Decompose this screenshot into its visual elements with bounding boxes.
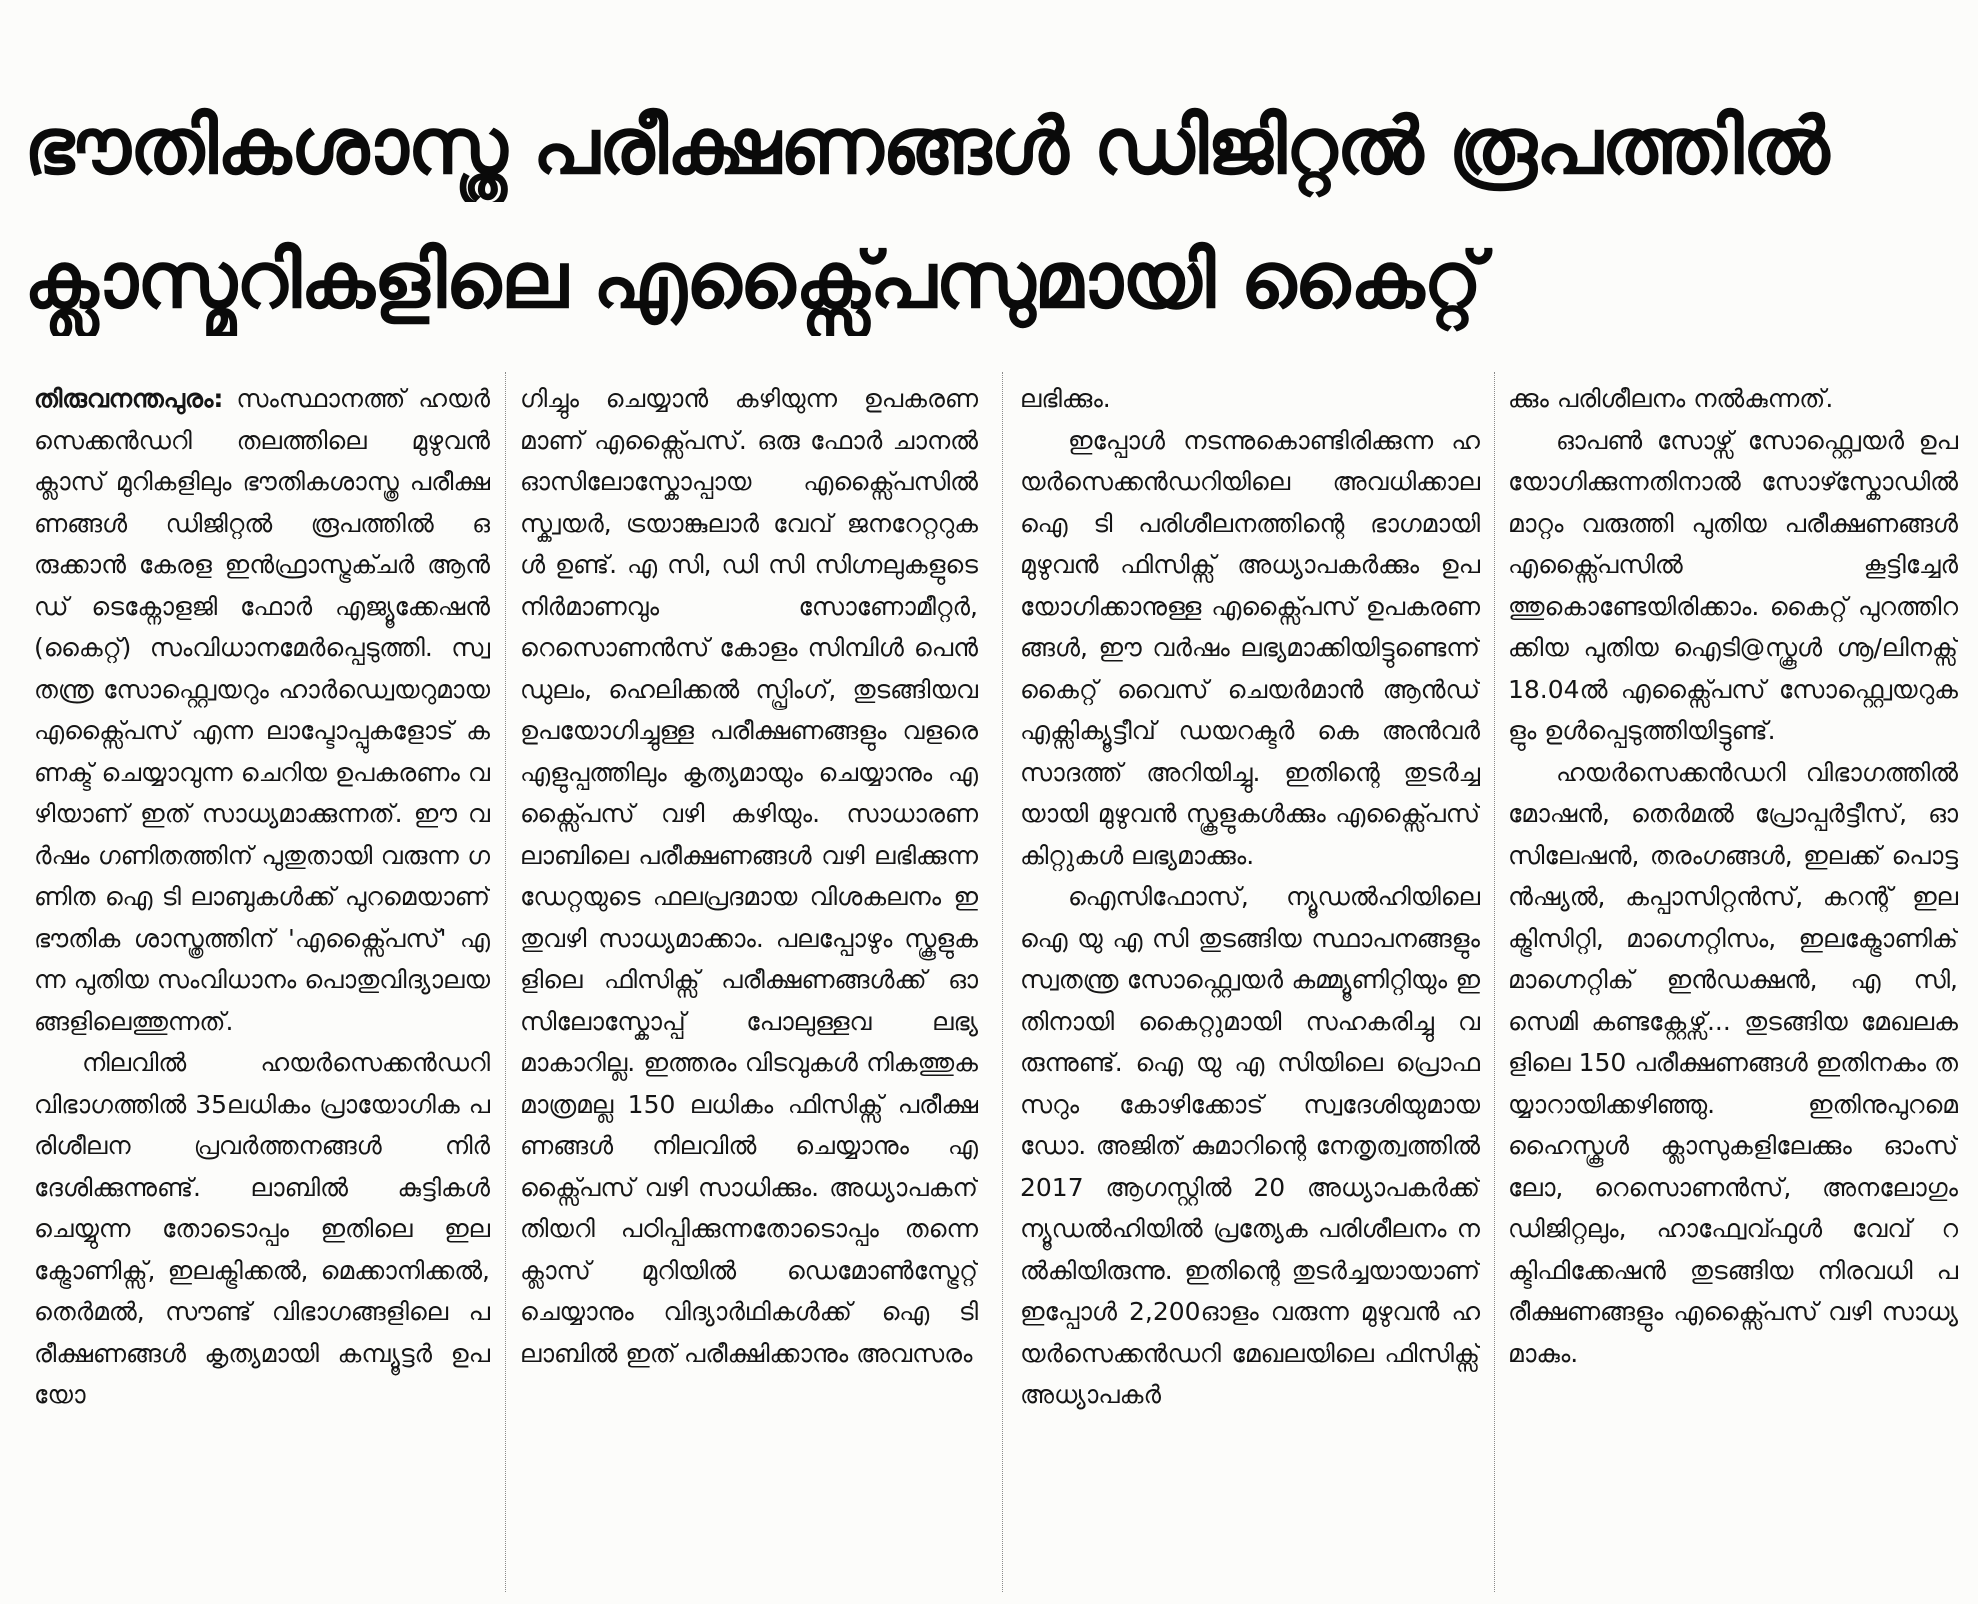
article-column-4 [1508,378,1958,1588]
article-paragraph: നിലവിൽ ഹയർസെക്കൻഡറി വിഭാഗത്തിൽ 35ലധികം പ്രായോഗിക പരിശീലന പ്രവർത്തനങ്ങൾ നിർദേശിക്കുന്നുണ്ട്. ലാബിൽ കുട്ടികൾ ചെയ്യുന്ന തോടൊപ്പം ഇതിലെ ഇലക്ട്രോണിക്സ്, ഇലക്ട്രിക്കൽ, മെക്കാനിക്കൽ, തെർമൽ, സൗണ്ട് വിഭാഗങ്ങളിലെ പരീക്ഷണങ്ങൾ കൃത്യമായി കമ്പ്യൂട്ടർ ഉപയോ [34,1048,490,1409]
headline-line-2: ക്ലാസ്മുറികളിലെ എക്സ്പൈസുമായി കൈറ്റ് [24,236,1482,326]
article-paragraph: ഗിച്ചും ചെയ്യാൻ കഴിയുന്ന ഉപകരണമാണ് എക്സ്പൈസ്. ഒരു ഫോർ ചാനൽ ഓസിലോസ്കോപ്പായ എക്സ്പൈസിൽ സ്ക്വയർ, ട്രയാങ്കുലാർ വേവ് ജനറേറ്ററുകൾ ഉണ്ട്. എ സി, ഡി സി സിഗ്നലുകളുടെ നിർമാണവും സോണോമീറ്റർ, റെസൊണൻസ് കോളം സിമ്പിൾ പെൻഡുലം, ഹെലിക്കൽ സ്പ്രിംഗ്, തുടങ്ങിയവ ഉപയോഗിച്ചുള്ള പരീക്ഷണങ്ങളും വളരെ എളുപ്പത്തിലും കൃത്യമായും ചെയ്യാനും എക്സ്പൈസ് വഴി കഴിയും. സാധാരണ ലാബിലെ പരീക്ഷണങ്ങൾ വഴി ലഭിക്കുന്ന ഡേറ്റയുടെ ഫലപ്രദമായ വിശകലനം ഇതുവഴി സാധ്യമാക്കാം. പലപ്പോഴും സ്കൂളുകളിലെ ഫിസിക്സ് പരീക്ഷണങ്ങൾക്ക് ഓസിലോസ്കോപ്പ് പോലുള്ളവ ലഭ്യമാകാറില്ല. ഇത്തരം വിടവുകൾ നികത്തുക മാത്രമല്ല 150 ലധികം ഫിസിക്സ് പരീക്ഷണങ്ങൾ നിലവിൽ ചെയ്യാനും എക്സ്പൈസ് വഴി സാധിക്കും. അധ്യാപകന് തിയറി പഠിപ്പിക്കുന്നതോടൊപ്പം തന്നെ ക്ലാസ് മുറിയിൽ ഡെമോൺസ്ട്രേറ്റ് ചെയ്യാനും വിദ്യാർഥികൾക്ക് ഐ ടി ലാബിൽ ഇത് പരീക്ഷിക്കാനും അവസരം [520,384,978,1368]
article-paragraph: ലഭിക്കും. [1020,384,1111,413]
article-paragraph: ഹയർസെക്കൻഡറി വിഭാഗത്തിൽ മോഷൻ, തെർമൽ പ്രോപ്പർട്ടീസ്, ഓസിലേഷൻ, തരംഗങ്ങൾ, ഇലക്ക് പൊട്ടൻഷ്യൽ, കപ്പാസിറ്റൻസ്, കറന്റ് ഇലക്ട്രിസിറ്റി, മാഗ്നെറ്റിസം, ഇലക്ട്രോണിക് മാഗ്നെറ്റിക് ഇൻഡക്ഷൻ, എ സി, സെമി കണ്ടക്റ്റേഴ്സ്... തുടങ്ങിയ മേഖലകളിലെ 150 പരീക്ഷണങ്ങൾ ഇതിനകം തയ്യാറായിക്കഴിഞ്ഞു. ഇതിനുപുറമെ ഹൈസ്കൂൾ ക്ലാസുകളിലേക്കും ഓംസ് ലോ, റെസൊണൻസ്, അനലോഗും ഡിജിറ്റലും, ഹാഫ്വേവ്ഫുൾ വേവ് റക്ടിഫിക്കേഷൻ തുടങ്ങിയ നിരവധി പരീക്ഷണങ്ങളും എക്സ്പൈസ് വഴി സാധ്യമാകും. [1508,757,1958,1368]
article-paragraph: ഇപ്പോൾ നടന്നുകൊണ്ടിരിക്കുന്ന ഹയർസെക്കൻഡറിയിലെ അവധിക്കാല ഐ ടി പരിശീലനത്തിന്റെ ഭാഗമായി മുഴുവൻ ഫിസിക്സ് അധ്യാപകർക്കും ഉപയോഗിക്കാനുള്ള എക്സ്പൈസ് ഉപകരണങ്ങൾ, ഈ വർഷം ലഭ്യമാക്കിയിട്ടുണ്ടെന്ന് കൈറ്റ് വൈസ് ചെയർമാൻ ആൻഡ് എക്സിക്യൂട്ടീവ് ഡയറക്ടർ കെ അൻവർ സാദത്ത് അറിയിച്ചു. ഇതിന്റെ തുടർച്ചയായി മുഴുവൻ സ്കൂളുകൾക്കും എക്സ്പൈസ് കിറ്റുകൾ ലഭ്യമാക്കും. [1020,425,1480,870]
article-paragraph [34,378,490,1042]
column-divider [1002,372,1003,1592]
article-paragraph: ഐസിഫോസ്, ന്യൂഡൽഹിയിലെ ഐ യു എ സി തുടങ്ങിയ സ്ഥാപനങ്ങളും സ്വതന്ത്ര സോഫ്റ്റ്വെയർ കമ്മ്യൂണിറ്റിയും ഇതിനായി കൈറ്റുമായി സഹകരിച്ചു വരുന്നുണ്ട്. ഐ യു എ സിയിലെ പ്രൊഫസറും കോഴിക്കോട് സ്വദേശിയുമായ ഡോ. അജിത് കുമാറിന്റെ നേതൃത്വത്തിൽ 2017 ആഗസ്റ്റിൽ 20 അധ്യാപകർക്ക് ന്യൂഡൽഹിയിൽ പ്രത്യേക പരിശീലനം നൽകിയിരുന്നു. ഇതിന്റെ തുടർച്ചയായാണ് ഇപ്പോൾ 2,200ഓളം വരുന്ന മുഴുവൻ ഹയർസെക്കൻഡറി മേഖലയിലെ ഫിസിക്സ് അധ്യാപകർ [1020,882,1480,1409]
column-divider [1494,372,1495,1592]
article-column-3 [1020,378,1480,1588]
column-divider [505,372,506,1592]
article-paragraph: ക്കും പരിശീലനം നൽകുന്നത്. [1508,384,1834,413]
dateline: തിരുവനന്തപുരം: [34,384,224,413]
headline-line-1: ഭൗതികശാസ്ത്ര പരീക്ഷണങ്ങൾ ഡിജിറ്റൽ രൂപത്തിൽ [24,102,1829,192]
article-column-2 [520,378,978,1588]
paragraph-text: സംസ്ഥാനത്ത് ഹയർസെക്കൻഡറി തലത്തിലെ മുഴുവൻ ക്ലാസ് മുറികളിലും ഭൗതികശാസ്ത്ര പരീക്ഷണങ്ങൾ ഡിജിറ്റൽ രൂപത്തിൽ ഒരുക്കാൻ കേരള ഇൻഫ്രാസ്ട്രക്ചർ ആൻഡ് ടെക്നോളജി ഫോർ എജ്യൂക്കേഷൻ (കൈറ്റ്) സംവിധാനമേർപ്പെടുത്തി. സ്വതന്ത്ര സോഫ്റ്റ്വെയറും ഹാർഡ്വെയറുമായ എക്സ്പൈസ് എന്ന ലാപ്ടോപ്പുകളോട് കണക്ട് ചെയ്യാവുന്ന ചെറിയ ഉപകരണം വഴിയാണ് ഇത് സാധ്യമാക്കുന്നത്. ഈ വർഷം ഗണിതത്തിന് പുതുതായി വരുന്ന ഗണിത ഐ ടി ലാബുകൾക്ക് പുറമെയാണ് ഭൗതിക ശാസ്ത്രത്തിന് 'എക്സ്പൈസ്' എന്ന പുതിയ സംവിധാനം പൊതുവിദ്യാലയങ്ങളിലെത്തുന്നത്. [34,384,490,1036]
article-column-1 [34,378,490,1588]
article-paragraph: ഓപൺ സോഴ്സ് സോഫ്റ്റ്വെയർ ഉപയോഗിക്കുന്നതിനാൽ സോഴ്സ്കോഡിൽ മാറ്റം വരുത്തി പുതിയ പരീക്ഷണങ്ങൾ എക്സ്പൈസിൽ കൂട്ടിച്ചേർത്തുകൊണ്ടേയിരിക്കാം. കൈറ്റ് പുറത്തിറക്കിയ പുതിയ ഐടി@സ്കൂൾ ഗ്നൂ/ലിനക്സ് 18.04ൽ എക്സ്പൈസ് സോഫ്റ്റ്വെയറുകളും ഉൾപ്പെടുത്തിയിട്ടുണ്ട്. [1508,425,1958,745]
